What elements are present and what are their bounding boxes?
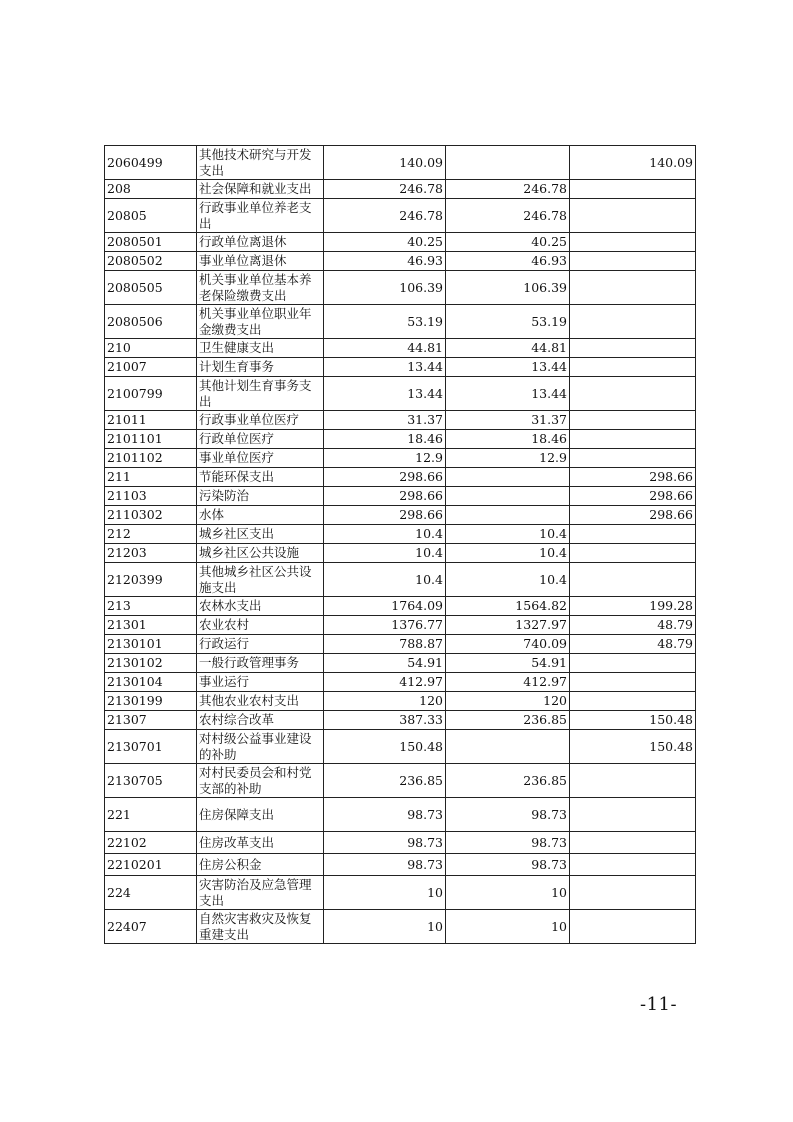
name-cell: 其他农业农村支出 (197, 692, 324, 711)
basic-expense-cell: 236.85 (446, 764, 570, 798)
basic-expense-cell: 54.91 (446, 654, 570, 673)
basic-expense-cell (446, 146, 570, 180)
table-row (105, 798, 696, 832)
basic-expense-cell: 98.73 (446, 832, 570, 854)
name-cell: 卫生健康支出 (197, 339, 324, 358)
table-row (105, 271, 696, 305)
basic-expense-cell: 10 (446, 910, 570, 944)
budget-table (104, 145, 696, 944)
page-number: -11- (640, 994, 678, 1015)
code-cell: 22102 (105, 832, 197, 854)
table-row (105, 305, 696, 339)
name-cell: 对村级公益事业建设的补助 (197, 730, 324, 764)
project-expense-cell: 298.66 (570, 468, 696, 487)
code-cell: 21203 (105, 544, 197, 563)
table-row (105, 468, 696, 487)
code-cell: 2130101 (105, 635, 197, 654)
project-expense-cell (570, 233, 696, 252)
code-cell: 2130104 (105, 673, 197, 692)
table-row (105, 377, 696, 411)
total-amount-cell: 10.4 (324, 544, 446, 563)
code-cell: 221 (105, 798, 197, 832)
project-expense-cell (570, 411, 696, 430)
total-amount-cell: 10 (324, 910, 446, 944)
table-row (105, 544, 696, 563)
basic-expense-cell: 46.93 (446, 252, 570, 271)
total-amount-cell: 412.97 (324, 673, 446, 692)
basic-expense-cell (446, 730, 570, 764)
name-cell: 行政事业单位养老支出 (197, 199, 324, 233)
basic-expense-cell: 236.85 (446, 711, 570, 730)
table-row (105, 411, 696, 430)
total-amount-cell: 246.78 (324, 180, 446, 199)
basic-expense-cell: 98.73 (446, 798, 570, 832)
code-cell: 2080506 (105, 305, 197, 339)
basic-expense-cell: 44.81 (446, 339, 570, 358)
project-expense-cell (570, 358, 696, 377)
name-cell: 行政单位离退休 (197, 233, 324, 252)
code-cell: 21103 (105, 487, 197, 506)
total-amount-cell: 1764.09 (324, 597, 446, 616)
code-cell: 2080502 (105, 252, 197, 271)
total-amount-cell: 98.73 (324, 832, 446, 854)
project-expense-cell (570, 525, 696, 544)
basic-expense-cell: 10 (446, 876, 570, 910)
basic-expense-cell: 106.39 (446, 271, 570, 305)
basic-expense-cell (446, 487, 570, 506)
code-cell: 2130102 (105, 654, 197, 673)
name-cell: 农村综合改革 (197, 711, 324, 730)
project-expense-cell (570, 692, 696, 711)
name-cell: 事业单位医疗 (197, 449, 324, 468)
total-amount-cell: 298.66 (324, 468, 446, 487)
table-row (105, 180, 696, 199)
code-cell: 21007 (105, 358, 197, 377)
basic-expense-cell: 246.78 (446, 199, 570, 233)
code-cell: 2101101 (105, 430, 197, 449)
project-expense-cell: 150.48 (570, 711, 696, 730)
total-amount-cell: 98.73 (324, 854, 446, 876)
project-expense-cell (570, 673, 696, 692)
table-row (105, 506, 696, 525)
total-amount-cell: 140.09 (324, 146, 446, 180)
basic-expense-cell: 10.4 (446, 525, 570, 544)
basic-expense-cell: 40.25 (446, 233, 570, 252)
total-amount-cell: 236.85 (324, 764, 446, 798)
code-cell: 2080505 (105, 271, 197, 305)
total-amount-cell: 31.37 (324, 411, 446, 430)
code-cell: 208 (105, 180, 197, 199)
name-cell: 计划生育事务 (197, 358, 324, 377)
name-cell: 城乡社区公共设施 (197, 544, 324, 563)
code-cell: 2130705 (105, 764, 197, 798)
name-cell: 机关事业单位职业年金缴费支出 (197, 305, 324, 339)
code-cell: 2100799 (105, 377, 197, 411)
table-row (105, 430, 696, 449)
code-cell: 21011 (105, 411, 197, 430)
project-expense-cell: 150.48 (570, 730, 696, 764)
name-cell: 事业运行 (197, 673, 324, 692)
table-row (105, 146, 696, 180)
name-cell: 行政事业单位医疗 (197, 411, 324, 430)
name-cell: 城乡社区支出 (197, 525, 324, 544)
basic-expense-cell: 13.44 (446, 358, 570, 377)
basic-expense-cell: 13.44 (446, 377, 570, 411)
total-amount-cell: 150.48 (324, 730, 446, 764)
project-expense-cell: 199.28 (570, 597, 696, 616)
total-amount-cell: 13.44 (324, 358, 446, 377)
total-amount-cell: 10.4 (324, 563, 446, 597)
name-cell: 农业农村 (197, 616, 324, 635)
name-cell: 对村民委员会和村党支部的补助 (197, 764, 324, 798)
code-cell: 2210201 (105, 854, 197, 876)
basic-expense-cell: 740.09 (446, 635, 570, 654)
total-amount-cell: 1376.77 (324, 616, 446, 635)
table-row (105, 910, 696, 944)
budget-table-body (105, 146, 696, 944)
code-cell: 20805 (105, 199, 197, 233)
table-row (105, 730, 696, 764)
basic-expense-cell: 412.97 (446, 673, 570, 692)
table-row (105, 233, 696, 252)
basic-expense-cell: 120 (446, 692, 570, 711)
project-expense-cell: 298.66 (570, 506, 696, 525)
project-expense-cell (570, 854, 696, 876)
basic-expense-cell (446, 468, 570, 487)
table-row (105, 876, 696, 910)
project-expense-cell (570, 430, 696, 449)
basic-expense-cell: 10.4 (446, 544, 570, 563)
table-row (105, 854, 696, 876)
name-cell: 行政单位医疗 (197, 430, 324, 449)
name-cell: 水体 (197, 506, 324, 525)
project-expense-cell (570, 654, 696, 673)
name-cell: 行政运行 (197, 635, 324, 654)
code-cell: 213 (105, 597, 197, 616)
project-expense-cell (570, 563, 696, 597)
name-cell: 住房公积金 (197, 854, 324, 876)
table-row (105, 487, 696, 506)
basic-expense-cell: 98.73 (446, 854, 570, 876)
code-cell: 2080501 (105, 233, 197, 252)
name-cell: 其他技术研究与开发支出 (197, 146, 324, 180)
project-expense-cell (570, 252, 696, 271)
total-amount-cell: 10 (324, 876, 446, 910)
total-amount-cell: 106.39 (324, 271, 446, 305)
project-expense-cell (570, 305, 696, 339)
project-expense-cell (570, 764, 696, 798)
project-expense-cell (570, 910, 696, 944)
total-amount-cell: 120 (324, 692, 446, 711)
code-cell: 224 (105, 876, 197, 910)
name-cell: 住房保障支出 (197, 798, 324, 832)
table-row (105, 449, 696, 468)
code-cell: 22407 (105, 910, 197, 944)
project-expense-cell (570, 449, 696, 468)
name-cell: 机关事业单位基本养老保险缴费支出 (197, 271, 324, 305)
total-amount-cell: 18.46 (324, 430, 446, 449)
name-cell: 其他计划生育事务支出 (197, 377, 324, 411)
code-cell: 2110302 (105, 506, 197, 525)
table-row (105, 597, 696, 616)
name-cell: 社会保障和就业支出 (197, 180, 324, 199)
basic-expense-cell: 31.37 (446, 411, 570, 430)
table-row (105, 525, 696, 544)
table-row (105, 692, 696, 711)
project-expense-cell (570, 199, 696, 233)
total-amount-cell: 246.78 (324, 199, 446, 233)
basic-expense-cell: 1327.97 (446, 616, 570, 635)
name-cell: 灾害防治及应急管理支出 (197, 876, 324, 910)
total-amount-cell: 387.33 (324, 711, 446, 730)
total-amount-cell: 46.93 (324, 252, 446, 271)
total-amount-cell: 298.66 (324, 487, 446, 506)
basic-expense-cell: 1564.82 (446, 597, 570, 616)
total-amount-cell: 54.91 (324, 654, 446, 673)
name-cell: 住房改革支出 (197, 832, 324, 854)
table-row (105, 673, 696, 692)
name-cell: 其他城乡社区公共设施支出 (197, 563, 324, 597)
table-row (105, 764, 696, 798)
table-row (105, 832, 696, 854)
table-row (105, 358, 696, 377)
name-cell: 农林水支出 (197, 597, 324, 616)
name-cell: 节能环保支出 (197, 468, 324, 487)
basic-expense-cell: 18.46 (446, 430, 570, 449)
total-amount-cell: 13.44 (324, 377, 446, 411)
name-cell: 污染防治 (197, 487, 324, 506)
table-row (105, 339, 696, 358)
total-amount-cell: 788.87 (324, 635, 446, 654)
code-cell: 2101102 (105, 449, 197, 468)
code-cell: 21301 (105, 616, 197, 635)
name-cell: 自然灾害救灾及恢复重建支出 (197, 910, 324, 944)
project-expense-cell: 140.09 (570, 146, 696, 180)
total-amount-cell: 98.73 (324, 798, 446, 832)
code-cell: 211 (105, 468, 197, 487)
table-row (105, 563, 696, 597)
code-cell: 21307 (105, 711, 197, 730)
total-amount-cell: 298.66 (324, 506, 446, 525)
basic-expense-cell: 53.19 (446, 305, 570, 339)
table-row (105, 616, 696, 635)
code-cell: 210 (105, 339, 197, 358)
total-amount-cell: 10.4 (324, 525, 446, 544)
basic-expense-cell: 10.4 (446, 563, 570, 597)
project-expense-cell (570, 271, 696, 305)
project-expense-cell (570, 544, 696, 563)
table-row (105, 199, 696, 233)
code-cell: 2130701 (105, 730, 197, 764)
name-cell: 事业单位离退休 (197, 252, 324, 271)
table-row (105, 252, 696, 271)
code-cell: 2120399 (105, 563, 197, 597)
project-expense-cell: 48.79 (570, 616, 696, 635)
project-expense-cell (570, 798, 696, 832)
basic-expense-cell: 246.78 (446, 180, 570, 199)
code-cell: 2130199 (105, 692, 197, 711)
project-expense-cell (570, 377, 696, 411)
project-expense-cell: 298.66 (570, 487, 696, 506)
basic-expense-cell: 12.9 (446, 449, 570, 468)
total-amount-cell: 53.19 (324, 305, 446, 339)
table-row (105, 635, 696, 654)
project-expense-cell (570, 832, 696, 854)
project-expense-cell (570, 180, 696, 199)
table-row (105, 654, 696, 673)
total-amount-cell: 12.9 (324, 449, 446, 468)
name-cell: 一般行政管理事务 (197, 654, 324, 673)
code-cell: 212 (105, 525, 197, 544)
table-row (105, 711, 696, 730)
project-expense-cell (570, 339, 696, 358)
project-expense-cell: 48.79 (570, 635, 696, 654)
code-cell: 2060499 (105, 146, 197, 180)
total-amount-cell: 44.81 (324, 339, 446, 358)
basic-expense-cell (446, 506, 570, 525)
project-expense-cell (570, 876, 696, 910)
total-amount-cell: 40.25 (324, 233, 446, 252)
